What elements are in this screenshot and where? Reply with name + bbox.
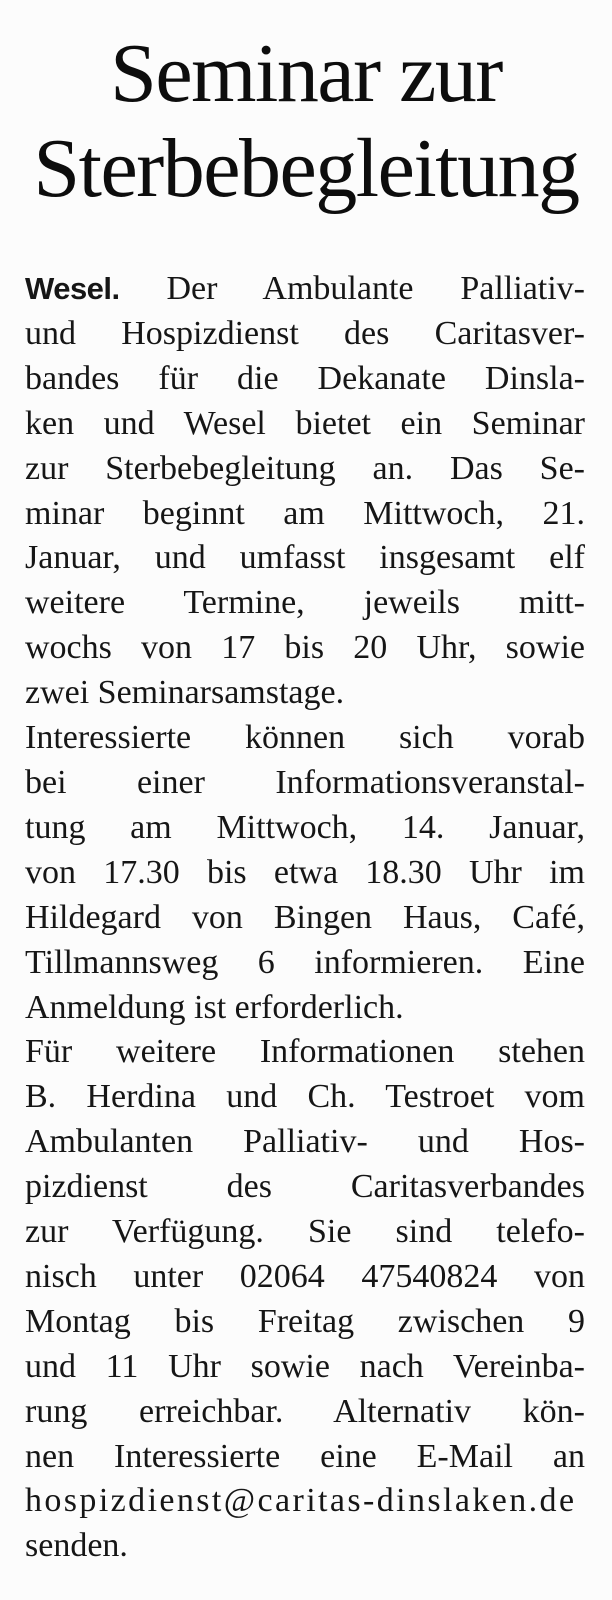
text-line: Montag bis Freitag zwischen 9 xyxy=(25,1302,585,1340)
text-line: Ambulanten Palliativ- und Hos- xyxy=(25,1123,585,1161)
text-line: bei einer Informationsveranstal- xyxy=(25,763,585,801)
text-line: zur Verfügung. Sie sind telefo- xyxy=(25,1213,585,1251)
text-line: rung erreichbar. Alternativ kön- xyxy=(25,1392,585,1430)
text-line: bandes für die Dekanate Dinsla- xyxy=(25,359,585,397)
dateline: Wesel. xyxy=(25,271,120,306)
text-line-content: Der Ambulante Palliativ- xyxy=(166,270,585,307)
text-line: weitere Termine, jeweils mitt- xyxy=(25,584,585,622)
text-line: Tillmannsweg 6 informieren. Eine xyxy=(25,943,585,981)
text-line: Januar, und umfasst insgesamt elf xyxy=(25,539,585,577)
headline-line: Sterbebegleitung xyxy=(33,122,579,215)
paragraph xyxy=(25,1030,585,1569)
text-line: Für weitere Informationen stehen xyxy=(25,1033,585,1071)
text-line: von 17.30 bis etwa 18.30 Uhr im xyxy=(25,853,585,891)
email-address: hospizdienst@caritas-dinslaken.de xyxy=(25,1482,577,1520)
text-line: wochs von 17 bis 20 Uhr, sowie xyxy=(25,629,585,667)
text-line phone-line: nisch unter 02064 47540824 von xyxy=(25,1257,585,1295)
article-headline xyxy=(0,0,612,216)
text-line: und Hospizdienst des Caritasver- xyxy=(25,314,585,352)
text-line: senden. xyxy=(25,1527,128,1565)
text-line: zur Sterbebegleitung an. Das Se- xyxy=(25,449,585,487)
text-line: Interessierte können sich vorab xyxy=(25,719,585,757)
text-line: minar beginnt am Mittwoch, 21. xyxy=(25,494,585,532)
text-line: nen Interessierte eine E-Mail an xyxy=(25,1437,585,1475)
text-line: pizdienst des Caritasverbandes xyxy=(25,1168,585,1206)
text-line: und 11 Uhr sowie nach Vereinba- xyxy=(25,1347,585,1385)
headline-line: Seminar zur xyxy=(110,27,502,120)
text-line: B. Herdina und Ch. Testroet vom xyxy=(25,1078,585,1116)
text-line: zwei Seminarsamstage. xyxy=(25,674,345,712)
paragraph xyxy=(25,267,585,716)
article-body xyxy=(25,267,585,1569)
text-line xyxy=(25,267,585,312)
text-line: Anmeldung ist erforderlich. xyxy=(25,988,404,1026)
text-line: ken und Wesel bietet ein Seminar xyxy=(25,404,585,442)
text-line: tung am Mittwoch, 14. Januar, xyxy=(25,808,585,846)
text-line: Hildegard von Bingen Haus, Café, xyxy=(25,898,585,936)
paragraph xyxy=(25,716,585,1030)
